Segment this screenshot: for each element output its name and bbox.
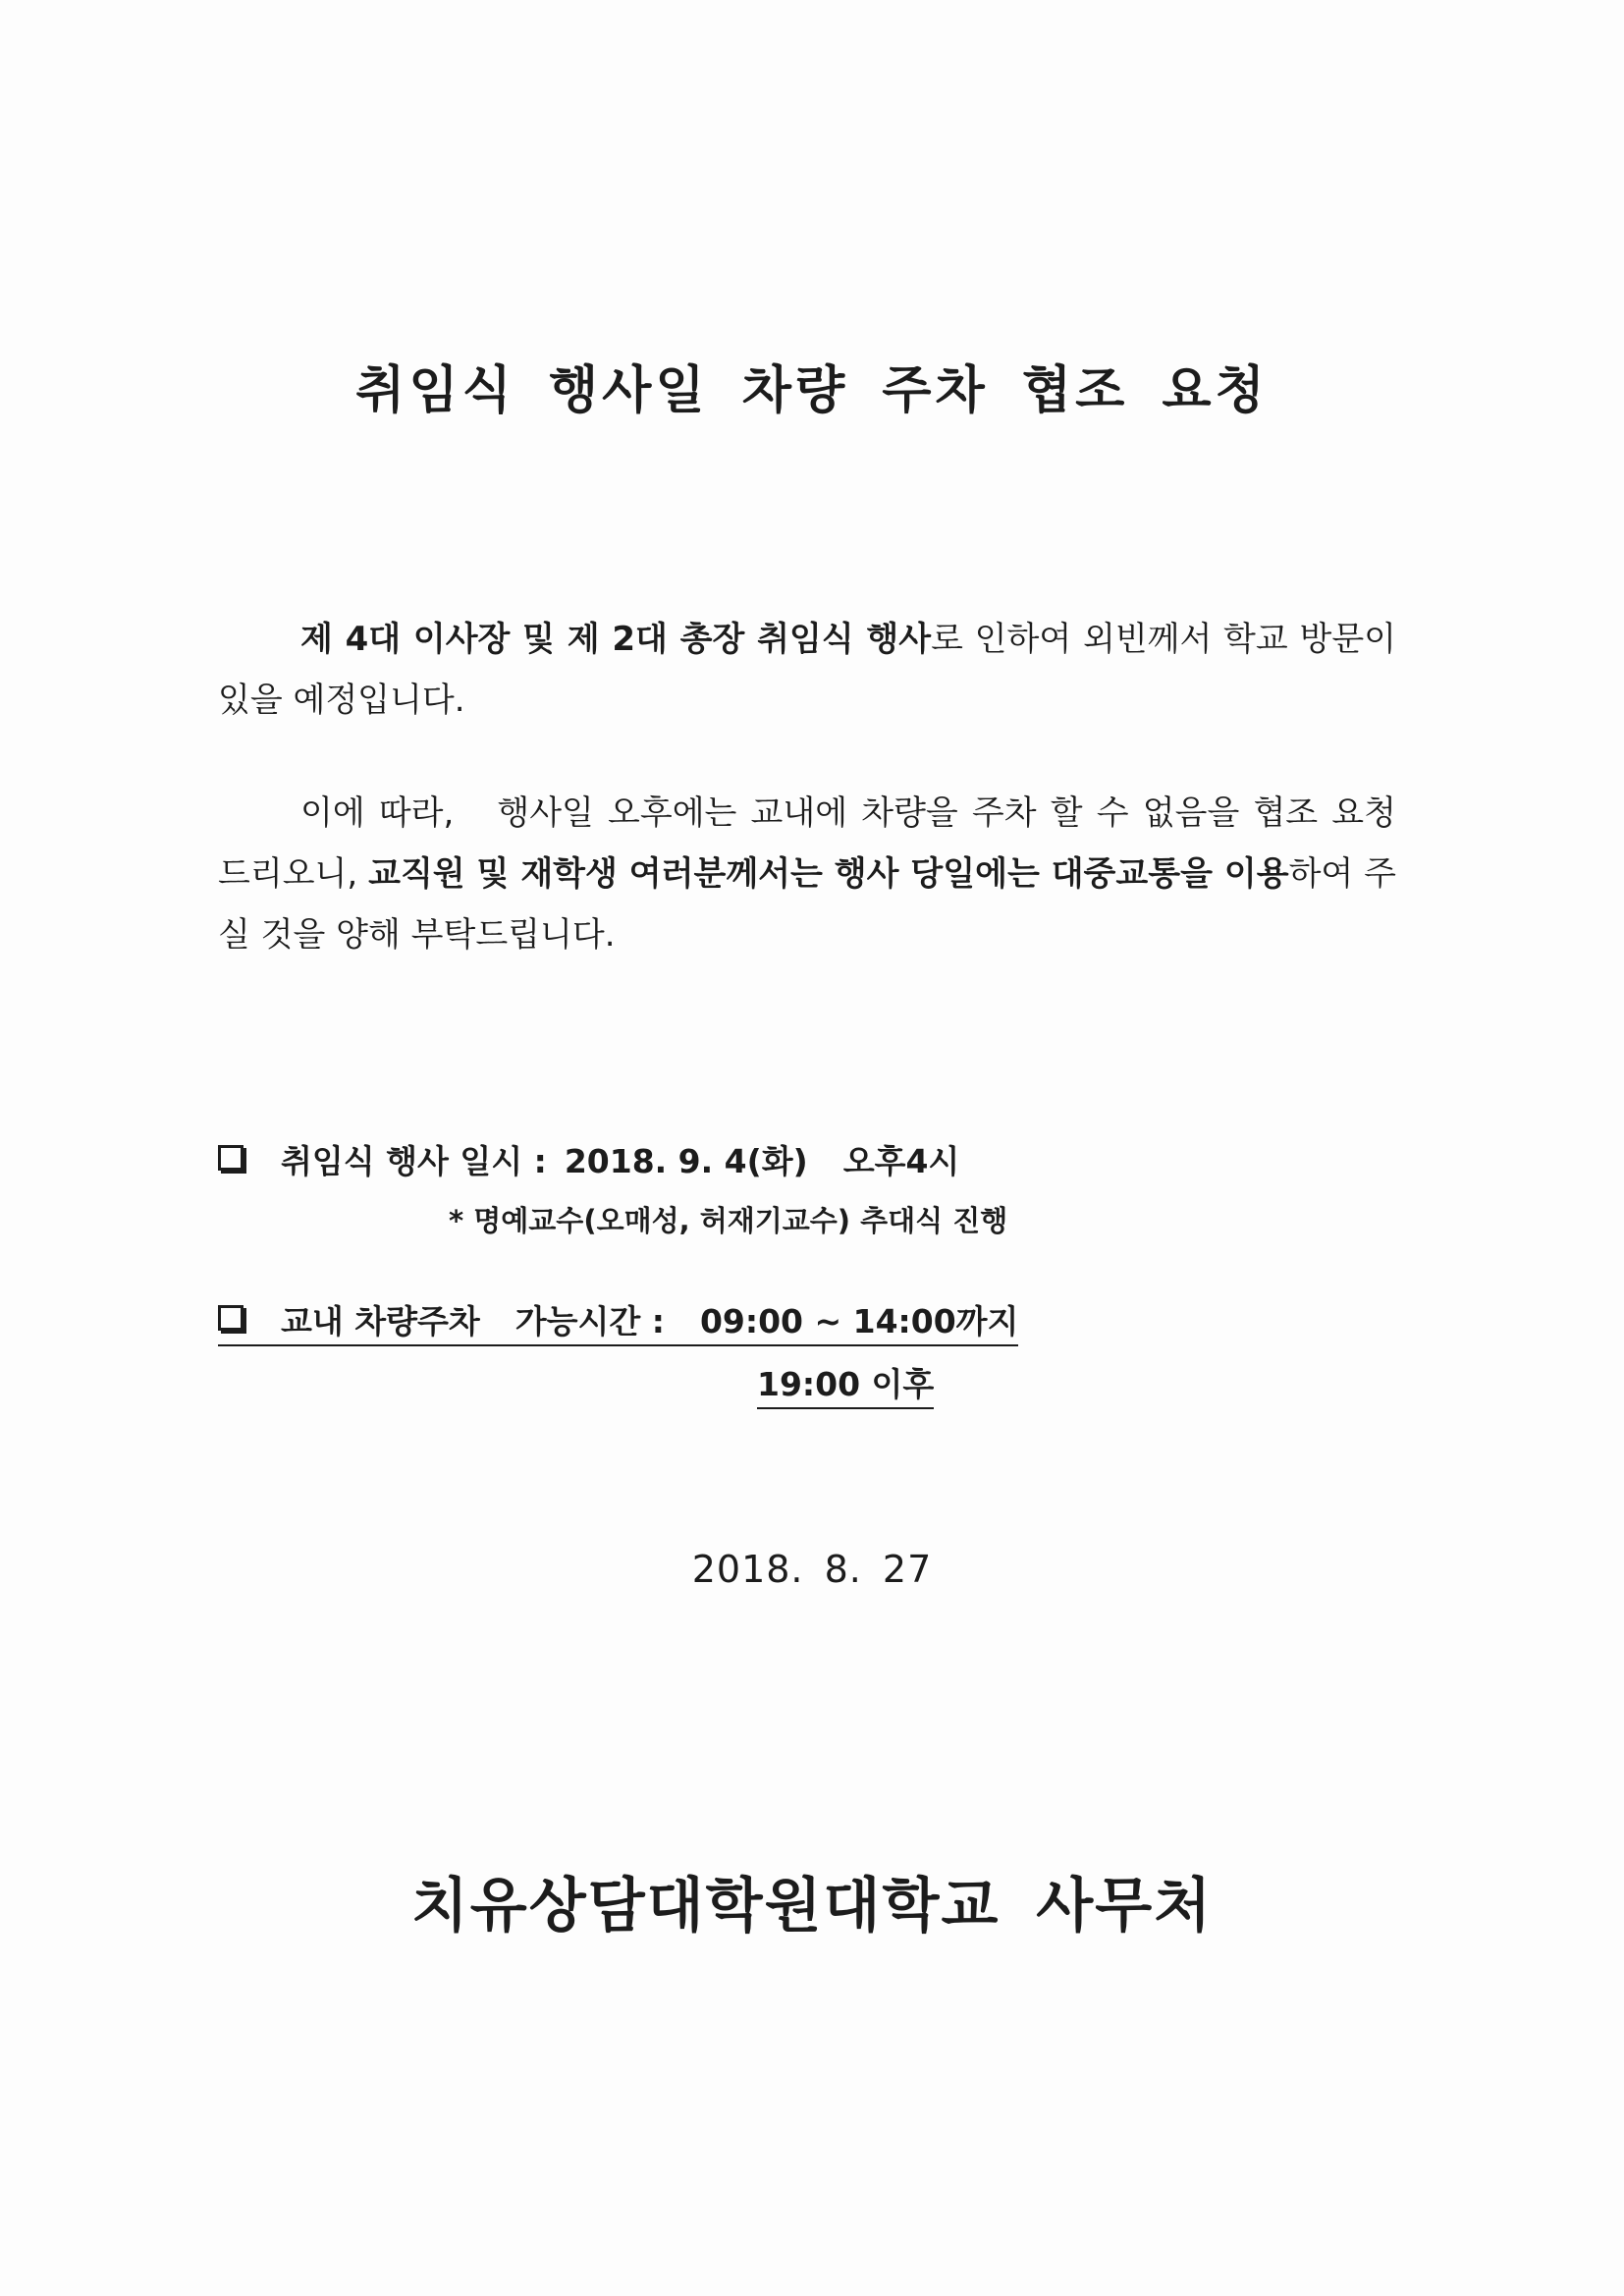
parking-time-2: 19:00 이후 [757,1359,934,1409]
checkbox-square-icon [218,1305,244,1331]
paragraph-text: 로 인하여 외빈께서 학교 방문이 있을 예정입니다. [218,620,1397,720]
event-date: 2018. 9. 4(화) [564,1142,808,1180]
parking-hours-item [218,1296,1018,1346]
request-bold: 교직원 및 재학생 여러분께서는 행사 당일에는 대중교통을 이용 [368,854,1289,894]
parking-time-1: 09:00 ~ 14:00까지 [699,1302,1019,1340]
paragraph-text: 행사일 오후에는 교내에 차량을 주차 할 수 없음을 협조 요청 드리오니, [218,793,1396,894]
event-name-bold: 제 4대 이사장 및 제 2대 총장 취임식 행사 [300,620,932,659]
event-datetime-label: 취임식 행사 일시 : [281,1142,547,1180]
document-date: 2018. 8. 27 [691,1548,933,1591]
event-datetime-item [218,1136,959,1182]
organization-name: 치유상담대학원대학교 사무처 [410,1872,1214,1941]
parking-label: 교내 차량주차 [281,1302,480,1340]
checkbox-square-icon [218,1145,244,1171]
paragraph-request [218,783,1396,965]
event-note: * 명예교수(오매성, 허재기교수) 추대식 진행 [449,1204,1008,1237]
parking-label-2: 가능시간 : [514,1302,665,1340]
paragraph-announcement [218,609,1396,731]
document-title: 취임식 행사일 차량 주차 협조 요청 [355,361,1269,420]
event-time: 오후4시 [842,1142,960,1180]
paragraph-text-lead: 이에 따라, [300,793,455,833]
paragraph-text-end: 하여 주실 것을 양해 부탁드립니다. [218,854,1396,955]
